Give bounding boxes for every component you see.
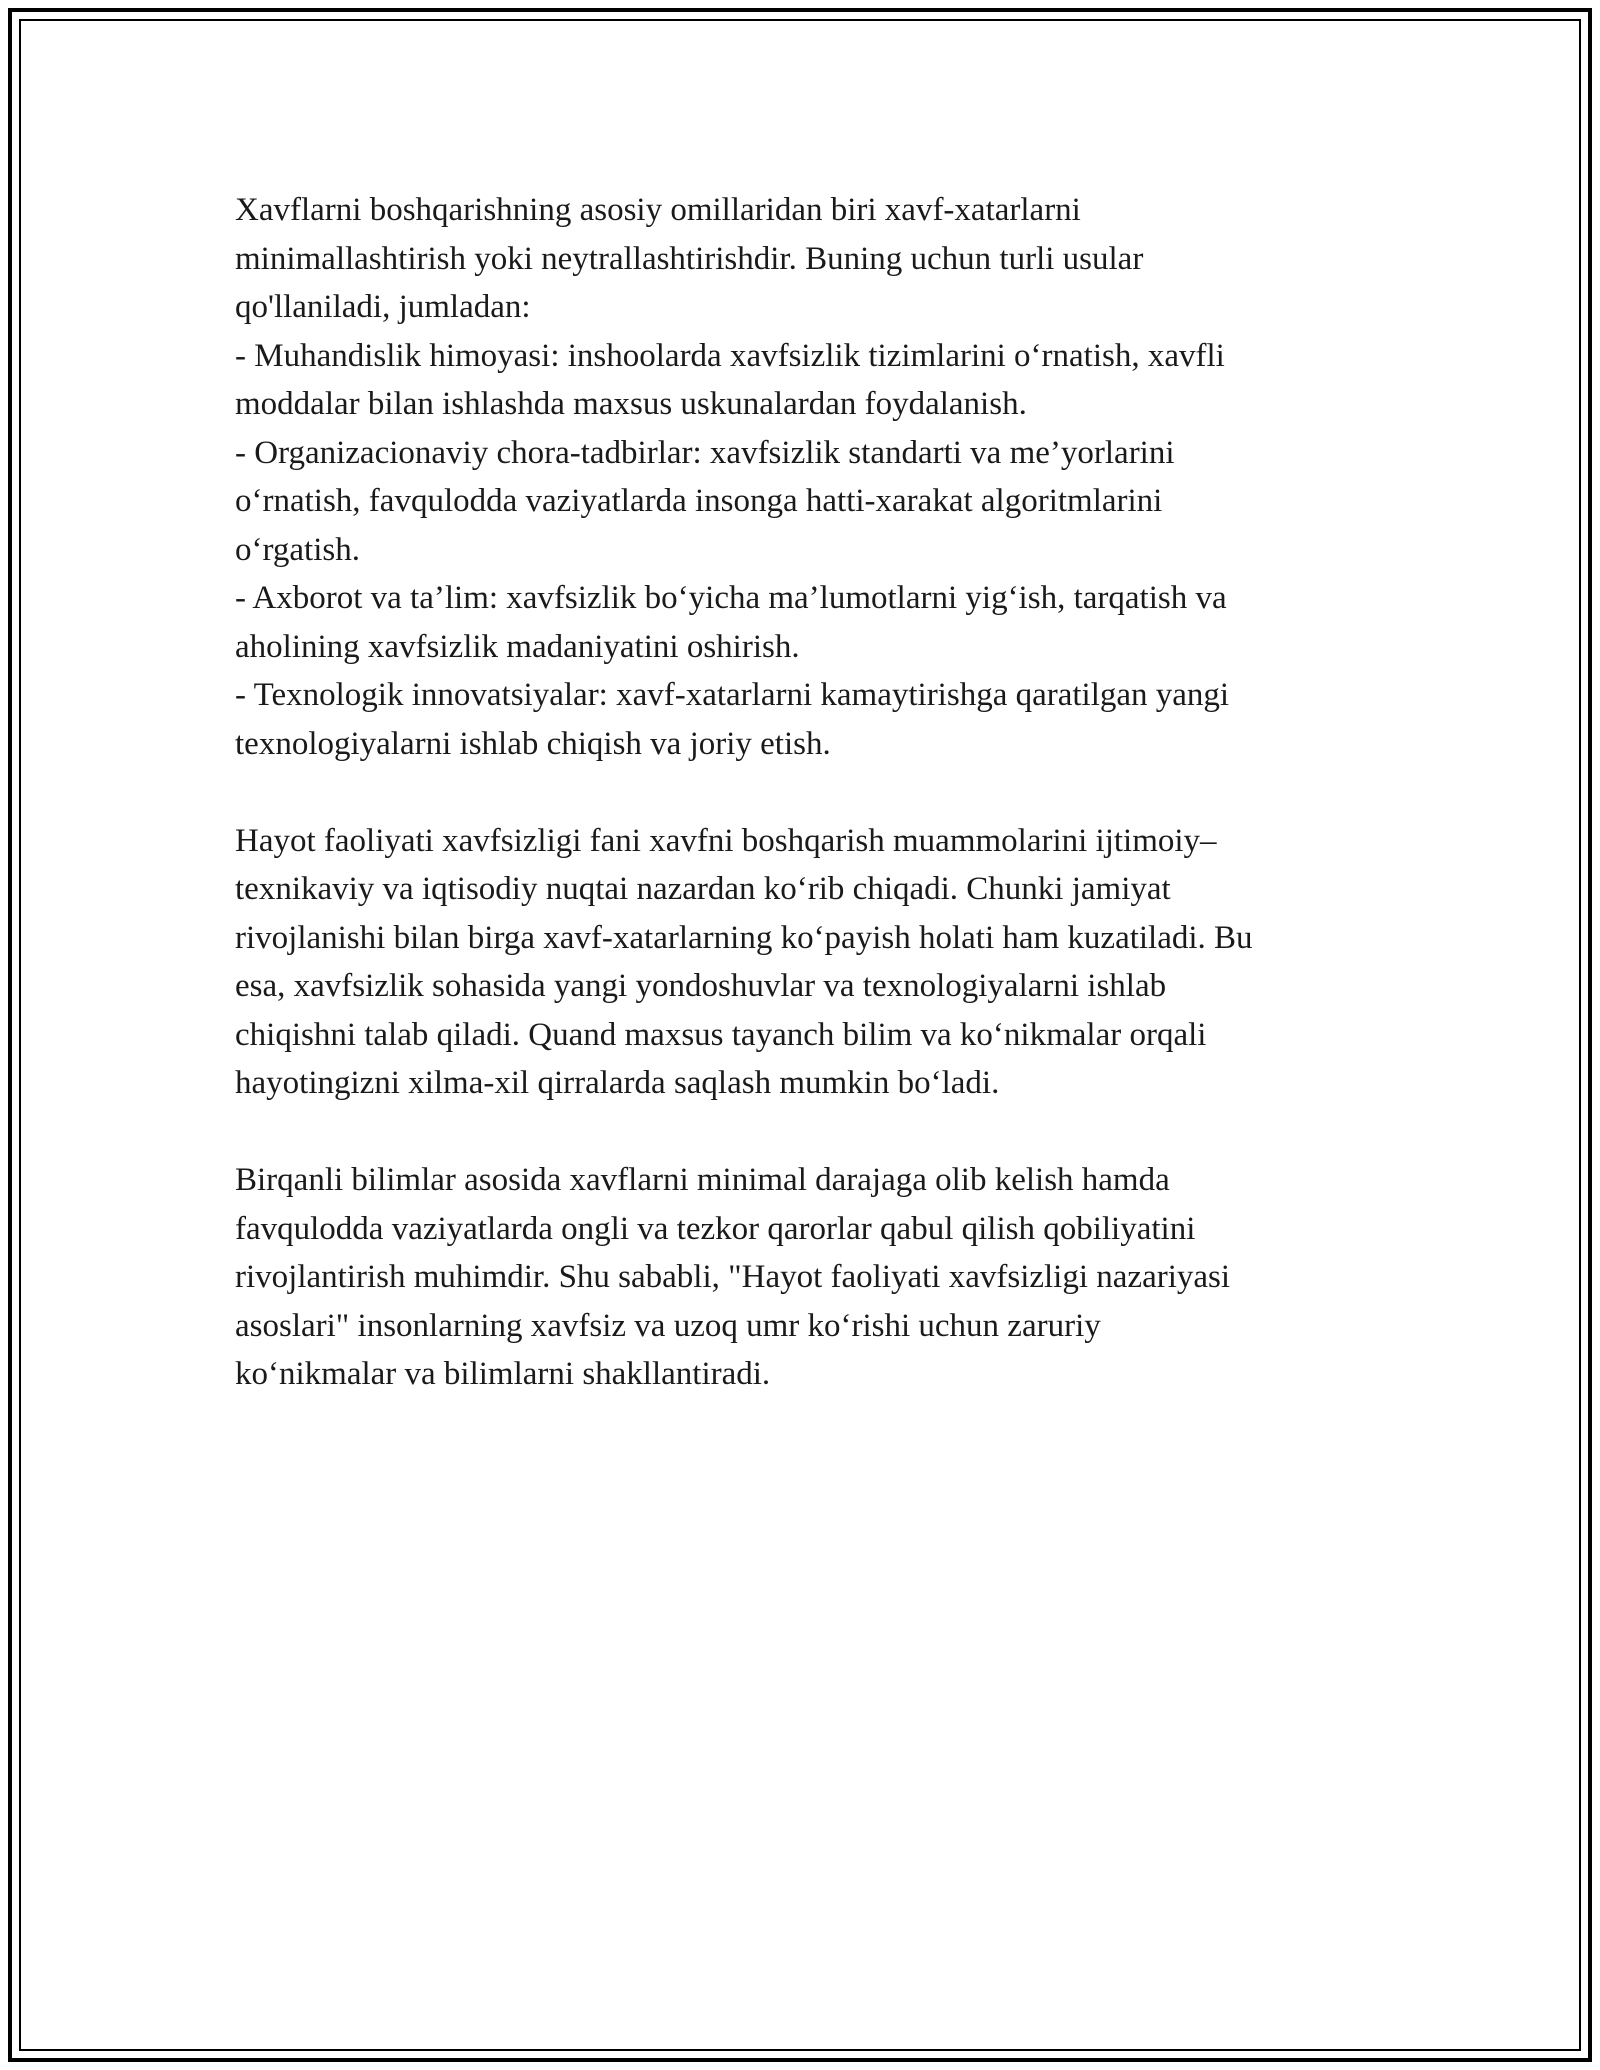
- text-line: moddalar bilan ishlashda maxsus uskunalardan foydalanish.: [235, 386, 1027, 422]
- text-line: esa, xavfsizlik sohasida yangi yondoshuvlar va texnologiyalarni ishlab: [235, 968, 1167, 1004]
- text-line: texnologiyalarni ishlab chiqish va joriy etish.: [235, 725, 831, 762]
- text-line: ko‘nikmalar va bilimlarni shakllantiradi.: [235, 1356, 771, 1392]
- text-line: Hayot faoliyati xavfsizligi fani xavfni boshqarish muammolarini ijtimoiy–: [235, 822, 1217, 859]
- text-line: - Muhandislik himoyasi: inshoolarda xavfsizlik tizimlarini o‘rnatish, xavfli: [235, 337, 1225, 374]
- paragraph-risk-management: [235, 186, 1375, 768]
- text-line: - Organizacionaviy chora-tadbirlar: xavfsizlik standarti va me’yorlarini: [235, 434, 1175, 471]
- text-line: chiqishni talab qiladi. Quand maxsus tayanch bilim va ko‘nikmalar orqali: [235, 1016, 1207, 1053]
- document-body: [235, 186, 1375, 1399]
- text-line: rivojlantirish muhimdir. Shu sababli, "Hayot faoliyati xavfsizligi nazariyasi: [235, 1259, 1231, 1295]
- text-line: asoslari" insonlarning xavfsiz va uzoq umr ko‘rishi uchun zaruriy: [235, 1307, 1101, 1344]
- text-line: - Texnologik innovatsiyalar: xavf-xatarlarni kamaytirishga qaratilgan yangi: [235, 677, 1230, 713]
- text-line: texnikaviy va iqtisodiy nuqtai nazardan ko‘rib chiqadi. Chunki jamiyat: [235, 871, 1171, 907]
- paragraph-life-safety-science: [235, 817, 1375, 1108]
- text-line: aholining xavfsizlik madaniyatini oshirish.: [235, 628, 800, 665]
- text-line: rivojlanishi bilan birga xavf-xatarlarning ko‘payish holati ham kuzatiladi. Bu: [235, 919, 1253, 956]
- text-line: hayotingizni xilma-xil qirralarda saqlash mumkin bo‘ladi.: [235, 1065, 1000, 1101]
- text-line: Xavflarni boshqarishning asosiy omillaridan biri xavf-xatarlarni: [235, 192, 1081, 228]
- text-line: Birqanli bilimlar asosida xavflarni minimal darajaga olib kelish hamda: [235, 1162, 1170, 1198]
- paragraph-conclusion: [235, 1156, 1375, 1399]
- text-line: - Axborot va ta’lim: xavfsizlik bo‘yicha ma’lumotlarni yig‘ish, tarqatish va: [235, 580, 1227, 616]
- text-line: o‘rnatish, favqulodda vaziyatlarda insonga hatti-xarakat algoritmlarini: [235, 483, 1163, 519]
- text-line: favqulodda vaziyatlarda ongli va tezkor qarorlar qabul qilish qobiliyatini: [235, 1210, 1196, 1247]
- text-line: o‘rgatish.: [235, 531, 360, 568]
- text-line: qo'llaniladi, jumladan:: [235, 289, 531, 325]
- text-line: minimallashtirish yoki neytrallashtirishdir. Buning uchun turli usular: [235, 240, 1144, 277]
